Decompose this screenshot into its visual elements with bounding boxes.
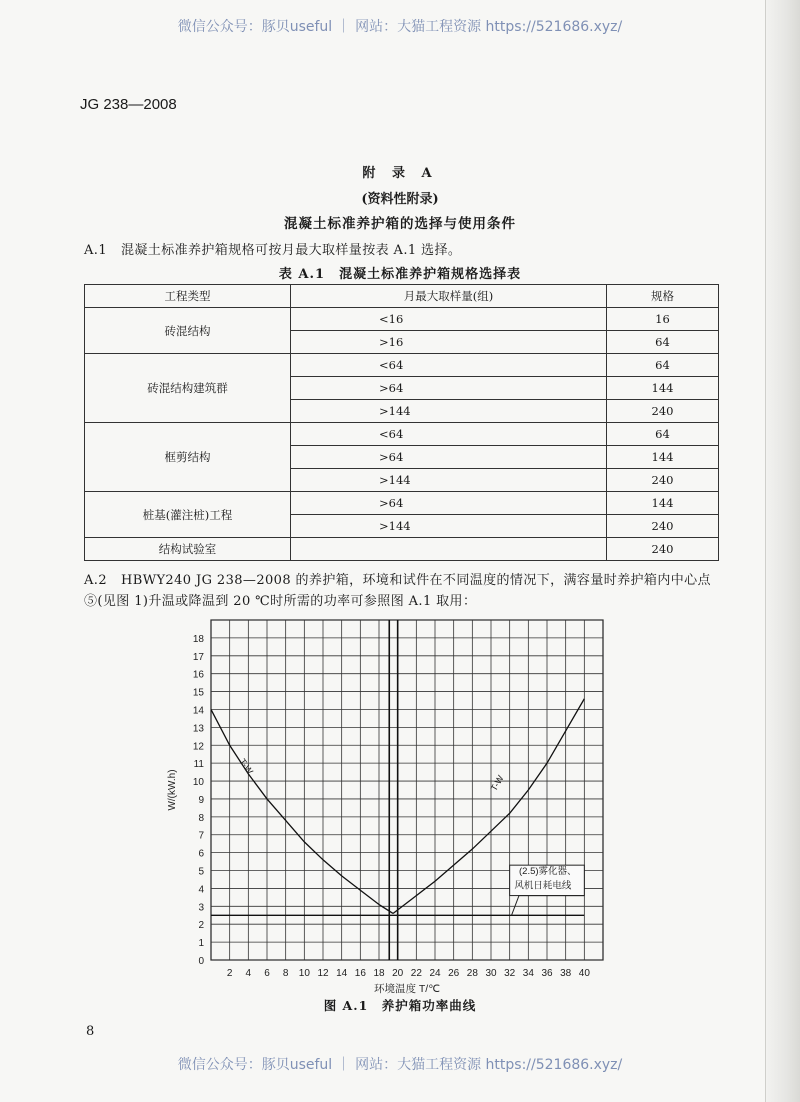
- clause-a2-number: A.2: [84, 573, 107, 588]
- sample-quantity-cell: >64: [291, 492, 607, 515]
- x-tick-label: 22: [410, 968, 422, 979]
- y-tick-label: 4: [198, 884, 204, 896]
- clause-a1-text: 混凝土标准养护箱规格可按月最大取样量按表 A.1 选择。: [121, 243, 462, 258]
- y-tick-label: 12: [192, 741, 204, 753]
- table-caption: 表 A.1 混凝土标准养护箱规格选择表: [278, 267, 522, 282]
- y-axis-label: W/(kW.h): [167, 769, 178, 811]
- x-tick-label: 18: [373, 968, 385, 979]
- spec-cell: 144: [607, 377, 719, 400]
- x-tick-label: 14: [336, 968, 348, 979]
- plot-frame: [211, 620, 603, 960]
- x-tick-label: 12: [317, 968, 329, 979]
- consumption-legend-line1: (2.5)雾化器、: [519, 866, 577, 878]
- consumption-leader-line: [512, 896, 585, 916]
- sample-quantity-cell: <64: [291, 423, 607, 446]
- watermark-top: 微信公众号：豚贝useful ｜ 网站：大猫工程资源 https://521686.xyz/: [177, 19, 623, 35]
- table-header-cell: 月最大取样量(组): [291, 285, 607, 308]
- sample-quantity-cell: >16: [291, 331, 607, 354]
- x-tick-label: 34: [522, 968, 534, 979]
- x-tick-label: 32: [504, 968, 516, 979]
- sample-quantity-cell: >144: [291, 515, 607, 538]
- appendix-label: 附 录 A: [362, 166, 438, 181]
- y-tick-label: 6: [198, 848, 204, 860]
- sample-quantity-cell: >64: [291, 377, 607, 400]
- sample-quantity-cell: >144: [291, 400, 607, 423]
- y-tick-label: 2: [198, 920, 204, 932]
- spec-cell: 64: [607, 331, 719, 354]
- y-tick-label: 14: [192, 705, 204, 717]
- x-axis-label: 环境温度 T/℃: [373, 983, 441, 995]
- x-tick-label: 24: [429, 968, 441, 979]
- x-tick-label: 2: [226, 968, 233, 979]
- clause-a1-number: A.1: [84, 243, 107, 258]
- spec-cell: 16: [607, 308, 719, 331]
- y-tick-label: 11: [193, 759, 204, 771]
- spec-cell: 240: [607, 469, 719, 492]
- y-tick-label: 1: [198, 938, 204, 950]
- y-tick-label: 16: [192, 669, 204, 681]
- page-number: 8: [86, 1024, 95, 1039]
- project-type-cell: 砖混结构: [85, 308, 291, 354]
- series-line: [211, 709, 393, 913]
- spec-cell: 64: [607, 354, 719, 377]
- y-tick-label: 9: [198, 794, 204, 806]
- sample-quantity-cell: <64: [291, 354, 607, 377]
- y-tick-label: 3: [198, 902, 204, 914]
- spec-cell: 64: [607, 423, 719, 446]
- x-tick-label: 4: [245, 968, 252, 979]
- x-tick-label: 20: [392, 968, 404, 979]
- y-tick-label: 10: [192, 777, 204, 789]
- x-tick-label: 30: [485, 968, 497, 979]
- spec-cell: 240: [607, 400, 719, 423]
- y-tick-label: 13: [192, 723, 204, 735]
- spec-cell: 144: [607, 446, 719, 469]
- project-type-cell: 结构试验室: [85, 538, 291, 561]
- document-header: JG 238—2008: [80, 96, 177, 113]
- x-tick-label: 28: [466, 968, 478, 979]
- x-tick-label: 38: [560, 968, 572, 979]
- clause-a2-text: HBWY240 JG 238—2008 的养护箱，环境和试件在不同温度的情况下，满容量时养护箱内中心点⑤(见图 1)升温或降温到 20 ℃时所需的功率可参照图 A.1 取用：: [84, 573, 711, 609]
- sample-quantity-cell: <16: [291, 308, 607, 331]
- x-tick-label: 6: [264, 968, 270, 979]
- x-tick-label: 40: [578, 968, 590, 979]
- x-tick-label: 8: [282, 968, 289, 979]
- spec-cell: 240: [607, 515, 719, 538]
- project-type-cell: 砖混结构建筑群: [85, 354, 291, 423]
- sample-quantity-cell: >64: [291, 446, 607, 469]
- appendix-type: (资料性附录): [361, 192, 439, 207]
- watermark-bottom: 微信公众号：豚贝useful ｜ 网站：大猫工程资源 https://521686.xyz/: [177, 1057, 623, 1073]
- x-tick-label: 26: [448, 968, 460, 979]
- y-tick-label: 5: [198, 866, 204, 878]
- figure-caption: 图 A.1 养护箱功率曲线: [323, 998, 477, 1013]
- appendix-title: 混凝土标准养护箱的选择与使用条件: [284, 216, 516, 232]
- x-tick-label: 36: [541, 968, 553, 979]
- y-tick-label: 8: [198, 812, 204, 824]
- spec-cell: 144: [607, 492, 719, 515]
- x-tick-label: 16: [354, 968, 366, 979]
- y-tick-label: 18: [192, 633, 204, 645]
- table-header-cell: 工程类型: [85, 285, 291, 308]
- series-label-right: T-W: [488, 773, 506, 793]
- project-type-cell: 桩基(灌注桩)工程: [85, 492, 291, 538]
- x-tick-label: 10: [298, 968, 310, 979]
- y-tick-label: 17: [192, 651, 204, 663]
- sample-quantity-cell: >144: [291, 469, 607, 492]
- spec-cell: 240: [607, 538, 719, 561]
- y-tick-label: 7: [198, 830, 204, 842]
- y-tick-label: 0: [198, 956, 204, 967]
- y-tick-label: 15: [192, 687, 204, 699]
- consumption-legend-line2: 风机日耗电线: [514, 880, 572, 892]
- project-type-cell: 框剪结构: [85, 423, 291, 492]
- series-label-left: T-W: [237, 756, 256, 777]
- table-header-cell: 规格: [607, 285, 719, 308]
